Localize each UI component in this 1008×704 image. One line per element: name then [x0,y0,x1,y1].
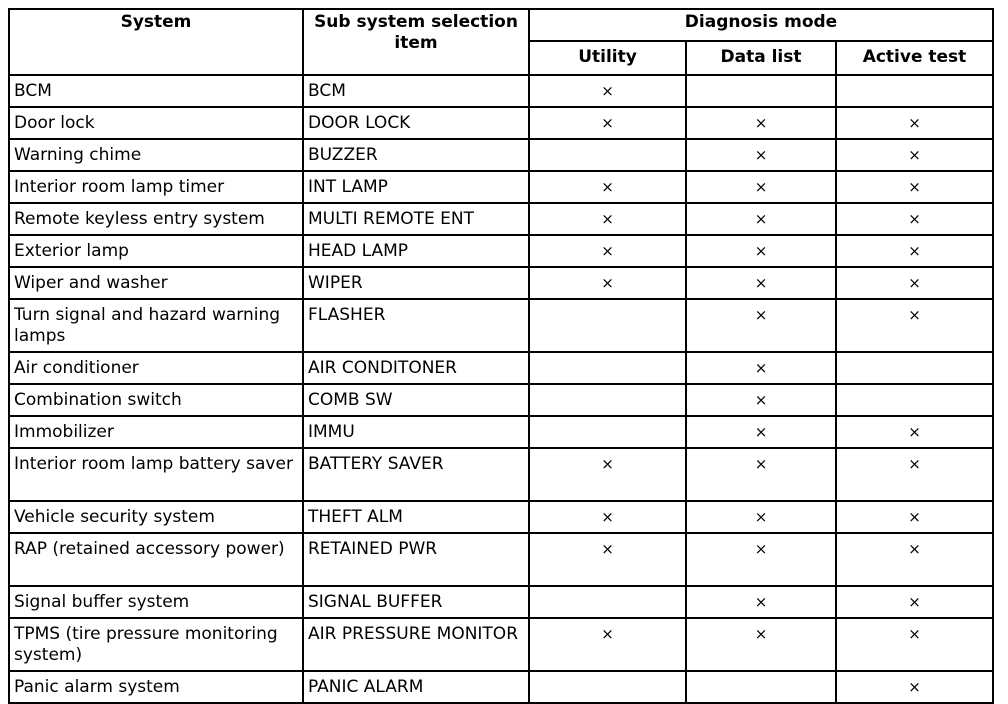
cell-utility [529,299,686,352]
header-data-list: Data list [686,41,836,75]
cell-utility [529,671,686,703]
cell-system: Vehicle security system [9,501,303,533]
cell-data-list: × [686,203,836,235]
cell-system: Immobilizer [9,416,303,448]
header-system: System [9,9,303,75]
cell-utility [529,586,686,618]
cell-active-test: × [836,618,993,671]
cell-active-test [836,75,993,107]
cell-active-test: × [836,299,993,352]
cell-subsystem: BUZZER [303,139,529,171]
cell-subsystem: RETAINED PWR [303,533,529,586]
cell-utility [529,352,686,384]
cell-system: BCM [9,75,303,107]
cell-active-test: × [836,171,993,203]
cell-active-test: × [836,267,993,299]
header-utility: Utility [529,41,686,75]
table-row [9,416,993,448]
table-row [9,267,993,299]
table-row [9,107,993,139]
cell-data-list: × [686,139,836,171]
cell-utility: × [529,171,686,203]
table-row [9,671,993,703]
cell-subsystem: THEFT ALM [303,501,529,533]
cell-utility: × [529,107,686,139]
cell-subsystem: INT LAMP [303,171,529,203]
cell-subsystem: HEAD LAMP [303,235,529,267]
table-row [9,171,993,203]
cell-data-list: × [686,299,836,352]
cell-active-test: × [836,235,993,267]
cell-utility: × [529,203,686,235]
cell-subsystem: MULTI REMOTE ENT [303,203,529,235]
cell-system: Panic alarm system [9,671,303,703]
cell-subsystem: PANIC ALARM [303,671,529,703]
header-active-test: Active test [836,41,993,75]
cell-system: Interior room lamp battery saver [9,448,303,501]
table-row [9,352,993,384]
cell-data-list [686,671,836,703]
cell-subsystem: COMB SW [303,384,529,416]
cell-data-list: × [686,618,836,671]
cell-utility: × [529,533,686,586]
cell-system: TPMS (tire pressure monitoring system) [9,618,303,671]
cell-subsystem: FLASHER [303,299,529,352]
cell-system: Signal buffer system [9,586,303,618]
cell-data-list: × [686,352,836,384]
cell-data-list: × [686,586,836,618]
cell-active-test: × [836,203,993,235]
cell-data-list: × [686,235,836,267]
cell-utility: × [529,618,686,671]
table-body [9,75,993,703]
cell-data-list: × [686,384,836,416]
cell-active-test: × [836,501,993,533]
cell-active-test: × [836,107,993,139]
cell-utility: × [529,75,686,107]
cell-utility [529,416,686,448]
cell-system: Exterior lamp [9,235,303,267]
cell-subsystem: AIR CONDITONER [303,352,529,384]
table-row [9,235,993,267]
cell-subsystem: SIGNAL BUFFER [303,586,529,618]
cell-system: RAP (retained accessory power) [9,533,303,586]
table-row [9,586,993,618]
table-row [9,139,993,171]
table-row [9,501,993,533]
cell-active-test: × [836,533,993,586]
cell-utility [529,384,686,416]
diagnosis-mode-table [8,8,994,704]
cell-data-list: × [686,416,836,448]
cell-utility: × [529,448,686,501]
cell-utility: × [529,267,686,299]
cell-active-test: × [836,586,993,618]
cell-utility [529,139,686,171]
cell-system: Warning chime [9,139,303,171]
cell-data-list: × [686,533,836,586]
cell-system: Turn signal and hazard warning lamps [9,299,303,352]
cell-system: Interior room lamp timer [9,171,303,203]
diagnosis-table-container [8,8,994,704]
cell-active-test [836,352,993,384]
cell-data-list: × [686,448,836,501]
cell-data-list [686,75,836,107]
cell-subsystem: IMMU [303,416,529,448]
header-subsystem: Sub system selection item [303,9,529,75]
table-row [9,203,993,235]
table-header [9,9,993,75]
table-row [9,75,993,107]
table-row [9,384,993,416]
cell-active-test: × [836,448,993,501]
cell-system: Air conditioner [9,352,303,384]
cell-system: Door lock [9,107,303,139]
table-row [9,618,993,671]
cell-data-list: × [686,171,836,203]
cell-subsystem: BATTERY SAVER [303,448,529,501]
cell-subsystem: WIPER [303,267,529,299]
cell-data-list: × [686,107,836,139]
cell-system: Combination switch [9,384,303,416]
cell-active-test: × [836,671,993,703]
table-row [9,448,993,501]
cell-active-test: × [836,139,993,171]
cell-data-list: × [686,267,836,299]
cell-subsystem: BCM [303,75,529,107]
cell-system: Wiper and washer [9,267,303,299]
cell-subsystem: DOOR LOCK [303,107,529,139]
cell-utility: × [529,501,686,533]
header-diagnosis-mode: Diagnosis mode [529,9,993,41]
cell-active-test [836,384,993,416]
cell-subsystem: AIR PRESSURE MONITOR [303,618,529,671]
cell-system: Remote keyless entry system [9,203,303,235]
table-row [9,533,993,586]
cell-active-test: × [836,416,993,448]
cell-utility: × [529,235,686,267]
cell-data-list: × [686,501,836,533]
table-row [9,299,993,352]
